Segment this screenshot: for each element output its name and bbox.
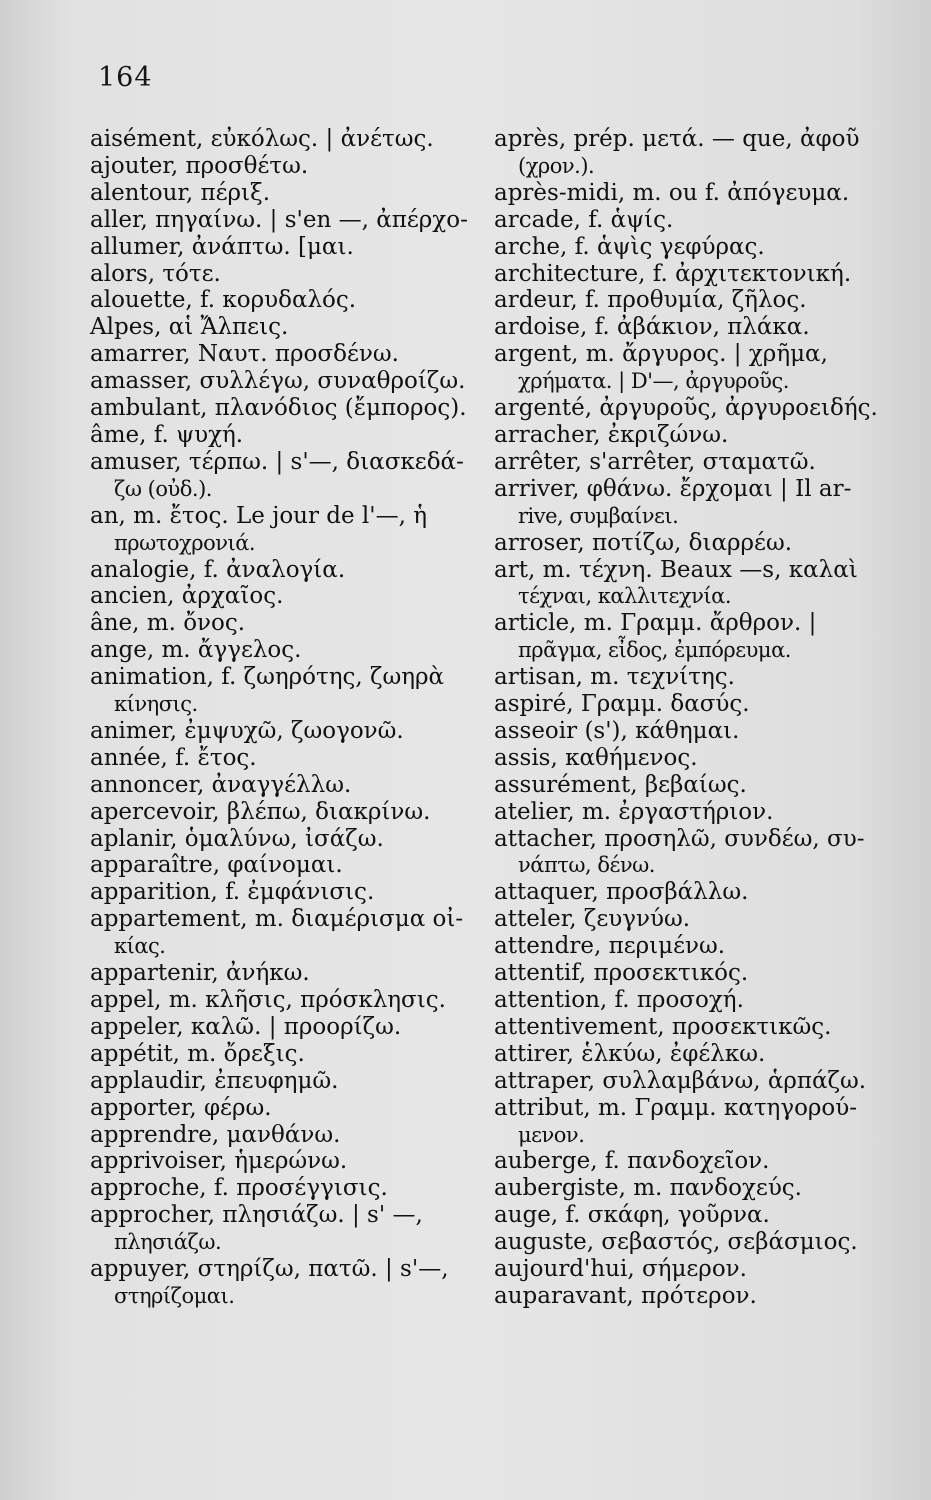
dictionary-entry (90, 799, 482, 826)
dictionary-entry (90, 1122, 482, 1149)
dictionary-entry (494, 1095, 898, 1149)
entry-line: applaudir, ἐπευφημῶ. (90, 1067, 339, 1094)
dictionary-entry (90, 503, 482, 557)
entry-line: ajouter, προσθέτω. (90, 152, 309, 179)
entry-line: approche, f. προσέγγισις. (90, 1175, 388, 1202)
dictionary-entry (494, 449, 898, 476)
entry-line: annoncer, ἀναγγέλλω. (90, 771, 352, 798)
right-column (494, 126, 898, 1310)
entry-line: ancien, ἀρχαῖος. (90, 583, 284, 610)
dictionary-entry (494, 1229, 898, 1256)
dictionary-entry (90, 879, 482, 906)
dictionary-entry (494, 691, 898, 718)
entry-line: analogie, f. ἀναλογία. (90, 556, 346, 583)
entry-line: auguste, σεβαστός, σεβάσμιος. (494, 1229, 858, 1256)
dictionary-entry (494, 261, 898, 288)
dictionary-entry (494, 207, 898, 234)
entry-line: allumer, ἀνάπτω. [μαι. (90, 233, 354, 260)
dictionary-entry (494, 180, 898, 207)
dictionary-entry (90, 610, 482, 637)
entry-line: animation, f. ζωηρότης, ζωηρὰ (90, 664, 445, 691)
dictionary-entry (90, 1068, 482, 1095)
entry-line: aplanir, ὁμαλύνω, ἰσάζω. (90, 825, 384, 852)
entry-line: asseoir (s'), κάθημαι. (494, 717, 740, 744)
dictionary-entry (90, 395, 482, 422)
entry-continuation-line: πρωτοχρονιά. (114, 530, 256, 555)
dictionary-entry (494, 745, 898, 772)
entry-continuation-line: νάπτω, δένω. (518, 853, 655, 878)
dictionary-entry (90, 234, 482, 261)
entry-line: alouette, f. κορυδαλός. (90, 287, 357, 314)
dictionary-entry (494, 234, 898, 261)
entry-line: arche, f. ἁψὶς γεφύρας. (494, 233, 765, 260)
dictionary-entry (90, 637, 482, 664)
dictionary-entry (90, 341, 482, 368)
entry-line: appeler, καλῶ. | προορίζω. (90, 1013, 402, 1040)
dictionary-entry (90, 1014, 482, 1041)
entry-line: arcade, f. ἁψίς. (494, 206, 674, 233)
dictionary-entry (90, 422, 482, 449)
dictionary-entry (90, 960, 482, 987)
entry-line: après, prép. μετά. — que, ἀφοῦ (494, 126, 860, 152)
entry-line: attribut, m. Γραμμ. κατηγορού- (494, 1094, 858, 1121)
entry-line: architecture, f. ἀρχιτεκτονική. (494, 260, 852, 287)
dictionary-entry (494, 395, 898, 422)
entry-line: atteler, ζευγνύω. (494, 906, 691, 933)
entry-continuation-line: στηρίζομαι. (114, 1283, 235, 1308)
dictionary-entry (494, 933, 898, 960)
dictionary-entry (494, 341, 898, 395)
dictionary-entry (494, 826, 898, 880)
entry-line: apparaître, φαίνομαι. (90, 852, 343, 879)
entry-continuation-line: κίνησις. (114, 692, 198, 717)
entry-line: assurément, βεβαίως. (494, 771, 747, 798)
entry-line: attention, f. προσοχή. (494, 987, 744, 1013)
entry-line: ambulant, πλανόδιος (ἔμπορος). (90, 395, 467, 422)
entry-line: argenté, ἀργυροῦς, ἀργυροειδής. (494, 395, 878, 422)
entry-line: auge, f. σκάφη, γοῦρνα. (494, 1202, 770, 1229)
dictionary-entry (90, 557, 482, 584)
dictionary-entry (494, 772, 898, 799)
dictionary-entry (90, 583, 482, 610)
dictionary-entry (494, 314, 898, 341)
dictionary-entry (90, 987, 482, 1014)
dictionary-entry (90, 1148, 482, 1175)
entry-line: aubergiste, m. πανδοχεύς. (494, 1175, 802, 1202)
entry-continuation-line: κίας. (114, 934, 166, 959)
entry-line: Alpes, αἱ Ἄλπεις. (90, 314, 289, 341)
entry-line: art, m. τέχνη. Beaux —s, καλαὶ (494, 556, 858, 583)
dictionary-entry (90, 314, 482, 341)
entry-line: arriver, φθάνω. ἔρχομαι | Il ar- (494, 475, 852, 502)
entry-line: appuyer, στηρίζω, πατῶ. | s'—, (90, 1256, 449, 1283)
entry-continuation-line: τέχναι, καλλιτεχνία. (518, 584, 731, 609)
entry-line: aujourd'hui, σήμερον. (494, 1256, 747, 1283)
entry-line: apporter, φέρω. (90, 1094, 272, 1121)
entry-continuation-line: μενον. (518, 1122, 585, 1147)
dictionary-entry (90, 1095, 482, 1122)
page-number: 164 (98, 62, 153, 93)
dictionary-entry (494, 287, 898, 314)
dictionary-entry (494, 1068, 898, 1095)
entry-line: artisan, m. τεχνίτης. (494, 664, 735, 691)
dictionary-entry (90, 718, 482, 745)
entry-line: auparavant, πρότερον. (494, 1282, 757, 1309)
entry-line: appétit, m. ὄρεξις. (90, 1040, 305, 1067)
dictionary-entry (494, 126, 898, 180)
entry-line: ange, m. ἄγγελος. (90, 637, 302, 664)
dictionary-entry (494, 476, 898, 530)
dictionary-entry (494, 610, 898, 664)
dictionary-entry (90, 826, 482, 853)
dictionary-entry (494, 799, 898, 826)
entry-line: amuser, τέρπω. | s'—, διασκεδά- (90, 448, 464, 475)
entry-line: an, m. ἔτος. Le jour de l'—, ἡ (90, 502, 428, 529)
entry-line: apprendre, μανθάνω. (90, 1121, 341, 1148)
dictionary-entry (90, 906, 482, 960)
entry-line: apercevoir, βλέπω, διακρίνω. (90, 798, 431, 825)
entry-line: amarrer, Ναυτ. προσδένω. (90, 341, 399, 368)
entry-line: appartenir, ἀνήκω. (90, 960, 310, 987)
dictionary-entry (90, 180, 482, 207)
entry-line: attentif, προσεκτικός. (494, 960, 749, 987)
dictionary-entry (90, 1256, 482, 1310)
entry-line: aisément, εὐκόλως. | ἀνέτως. (90, 126, 434, 152)
entry-line: attirer, ἑλκύω, ἐφέλκω. (494, 1040, 766, 1067)
entry-line: après-midi, m. ou f. ἀπόγευμα. (494, 179, 850, 206)
entry-line: arracher, ἐκριζώνω. (494, 421, 729, 448)
dictionary-entry (494, 530, 898, 557)
dictionary-entry (90, 368, 482, 395)
dictionary-entry (494, 879, 898, 906)
entry-line: apprivoiser, ἡμερώνω. (90, 1148, 348, 1175)
entry-line: auberge, f. πανδοχεῖον. (494, 1148, 770, 1175)
entry-line: appartement, m. διαμέρισμα οἰ- (90, 906, 464, 933)
entry-line: attentivement, προσεκτικῶς. (494, 1013, 832, 1040)
entry-line: assis, καθήμενος. (494, 744, 698, 771)
entry-line: argent, m. ἄργυρος. | χρῆμα, (494, 341, 828, 368)
dictionary-entry (494, 422, 898, 449)
entry-line: âne, m. ὄνος. (90, 610, 246, 637)
entry-continuation-line: χρήματα. | D'—, ἀργυροῦς. (518, 369, 789, 394)
entry-line: apparition, f. ἐμφάνισις. (90, 879, 375, 906)
dictionary-entry (494, 664, 898, 691)
entry-line: attraper, συλλαμβάνω, ἁρπάζω. (494, 1067, 867, 1094)
entry-continuation-line: ζω (οὐδ.). (114, 476, 212, 501)
dictionary-entry (90, 1175, 482, 1202)
entry-line: alors, τότε. (90, 260, 221, 287)
dictionary-entry (494, 557, 898, 611)
dictionary-entry (90, 772, 482, 799)
entry-line: alentour, πέριξ. (90, 179, 271, 206)
entry-line: aller, πηγαίνω. | s'en —, ἀπέρχο- (90, 206, 468, 233)
entry-line: approcher, πλησιάζω. | s' —, (90, 1202, 423, 1229)
dictionary-entry (494, 1256, 898, 1283)
entry-line: appel, m. κλῆσις, πρόσκλησις. (90, 987, 446, 1013)
entry-line: attacher, προσηλῶ, συνδέω, συ- (494, 825, 865, 852)
entry-continuation-line: (χρον.). (518, 153, 595, 178)
dictionary-entry (90, 1202, 482, 1256)
dictionary-entry (90, 287, 482, 314)
dictionary-entry (90, 449, 482, 503)
dictionary-entry (90, 852, 482, 879)
dictionary-entry (90, 207, 482, 234)
entry-continuation-line: πρᾶγμα, εἶδος, ἐμπόρευμα. (518, 638, 791, 663)
entry-line: année, f. ἔτος. (90, 744, 257, 771)
dictionary-entry (90, 745, 482, 772)
dictionary-entry (90, 126, 482, 153)
entry-line: âme, f. ψυχή. (90, 421, 244, 448)
entry-line: amasser, συλλέγω, συναθροίζω. (90, 368, 466, 395)
entry-line: arrêter, s'arrêter, σταματῶ. (494, 448, 816, 475)
dictionary-entry (90, 1041, 482, 1068)
dictionary-entry (494, 1283, 898, 1310)
entry-line: arroser, ποτίζω, διαρρέω. (494, 529, 793, 556)
dictionary-entry (494, 1175, 898, 1202)
entry-continuation-line: rive, συμβαίνει. (518, 503, 679, 528)
dictionary-entry (494, 718, 898, 745)
dictionary-entry (90, 153, 482, 180)
entry-line: ardoise, f. ἀβάκιον, πλάκα. (494, 314, 810, 341)
dictionary-entry (90, 664, 482, 718)
entry-line: ardeur, f. προθυμία, ζῆλος. (494, 287, 807, 314)
dictionary-entry (494, 987, 898, 1014)
dictionary-entry (494, 906, 898, 933)
entry-line: article, m. Γραμμ. ἄρθρον. | (494, 610, 817, 637)
entry-line: attendre, περιμένω. (494, 933, 726, 960)
dictionary-entry (494, 1148, 898, 1175)
dictionary-entry (494, 1041, 898, 1068)
left-column (90, 126, 482, 1310)
entry-line: attaquer, προσβάλλω. (494, 879, 749, 906)
dictionary-entry (90, 261, 482, 288)
entry-continuation-line: πλησιάζω. (114, 1230, 222, 1255)
entry-line: atelier, m. ἐργαστήριον. (494, 798, 774, 825)
dictionary-entry (494, 1202, 898, 1229)
dictionary-entry (494, 960, 898, 987)
entry-line: animer, ἐμψυχῶ, ζωογονῶ. (90, 717, 404, 744)
dictionary-entry (494, 1014, 898, 1041)
entry-line: aspiré, Γραμμ. δασύς. (494, 691, 750, 718)
